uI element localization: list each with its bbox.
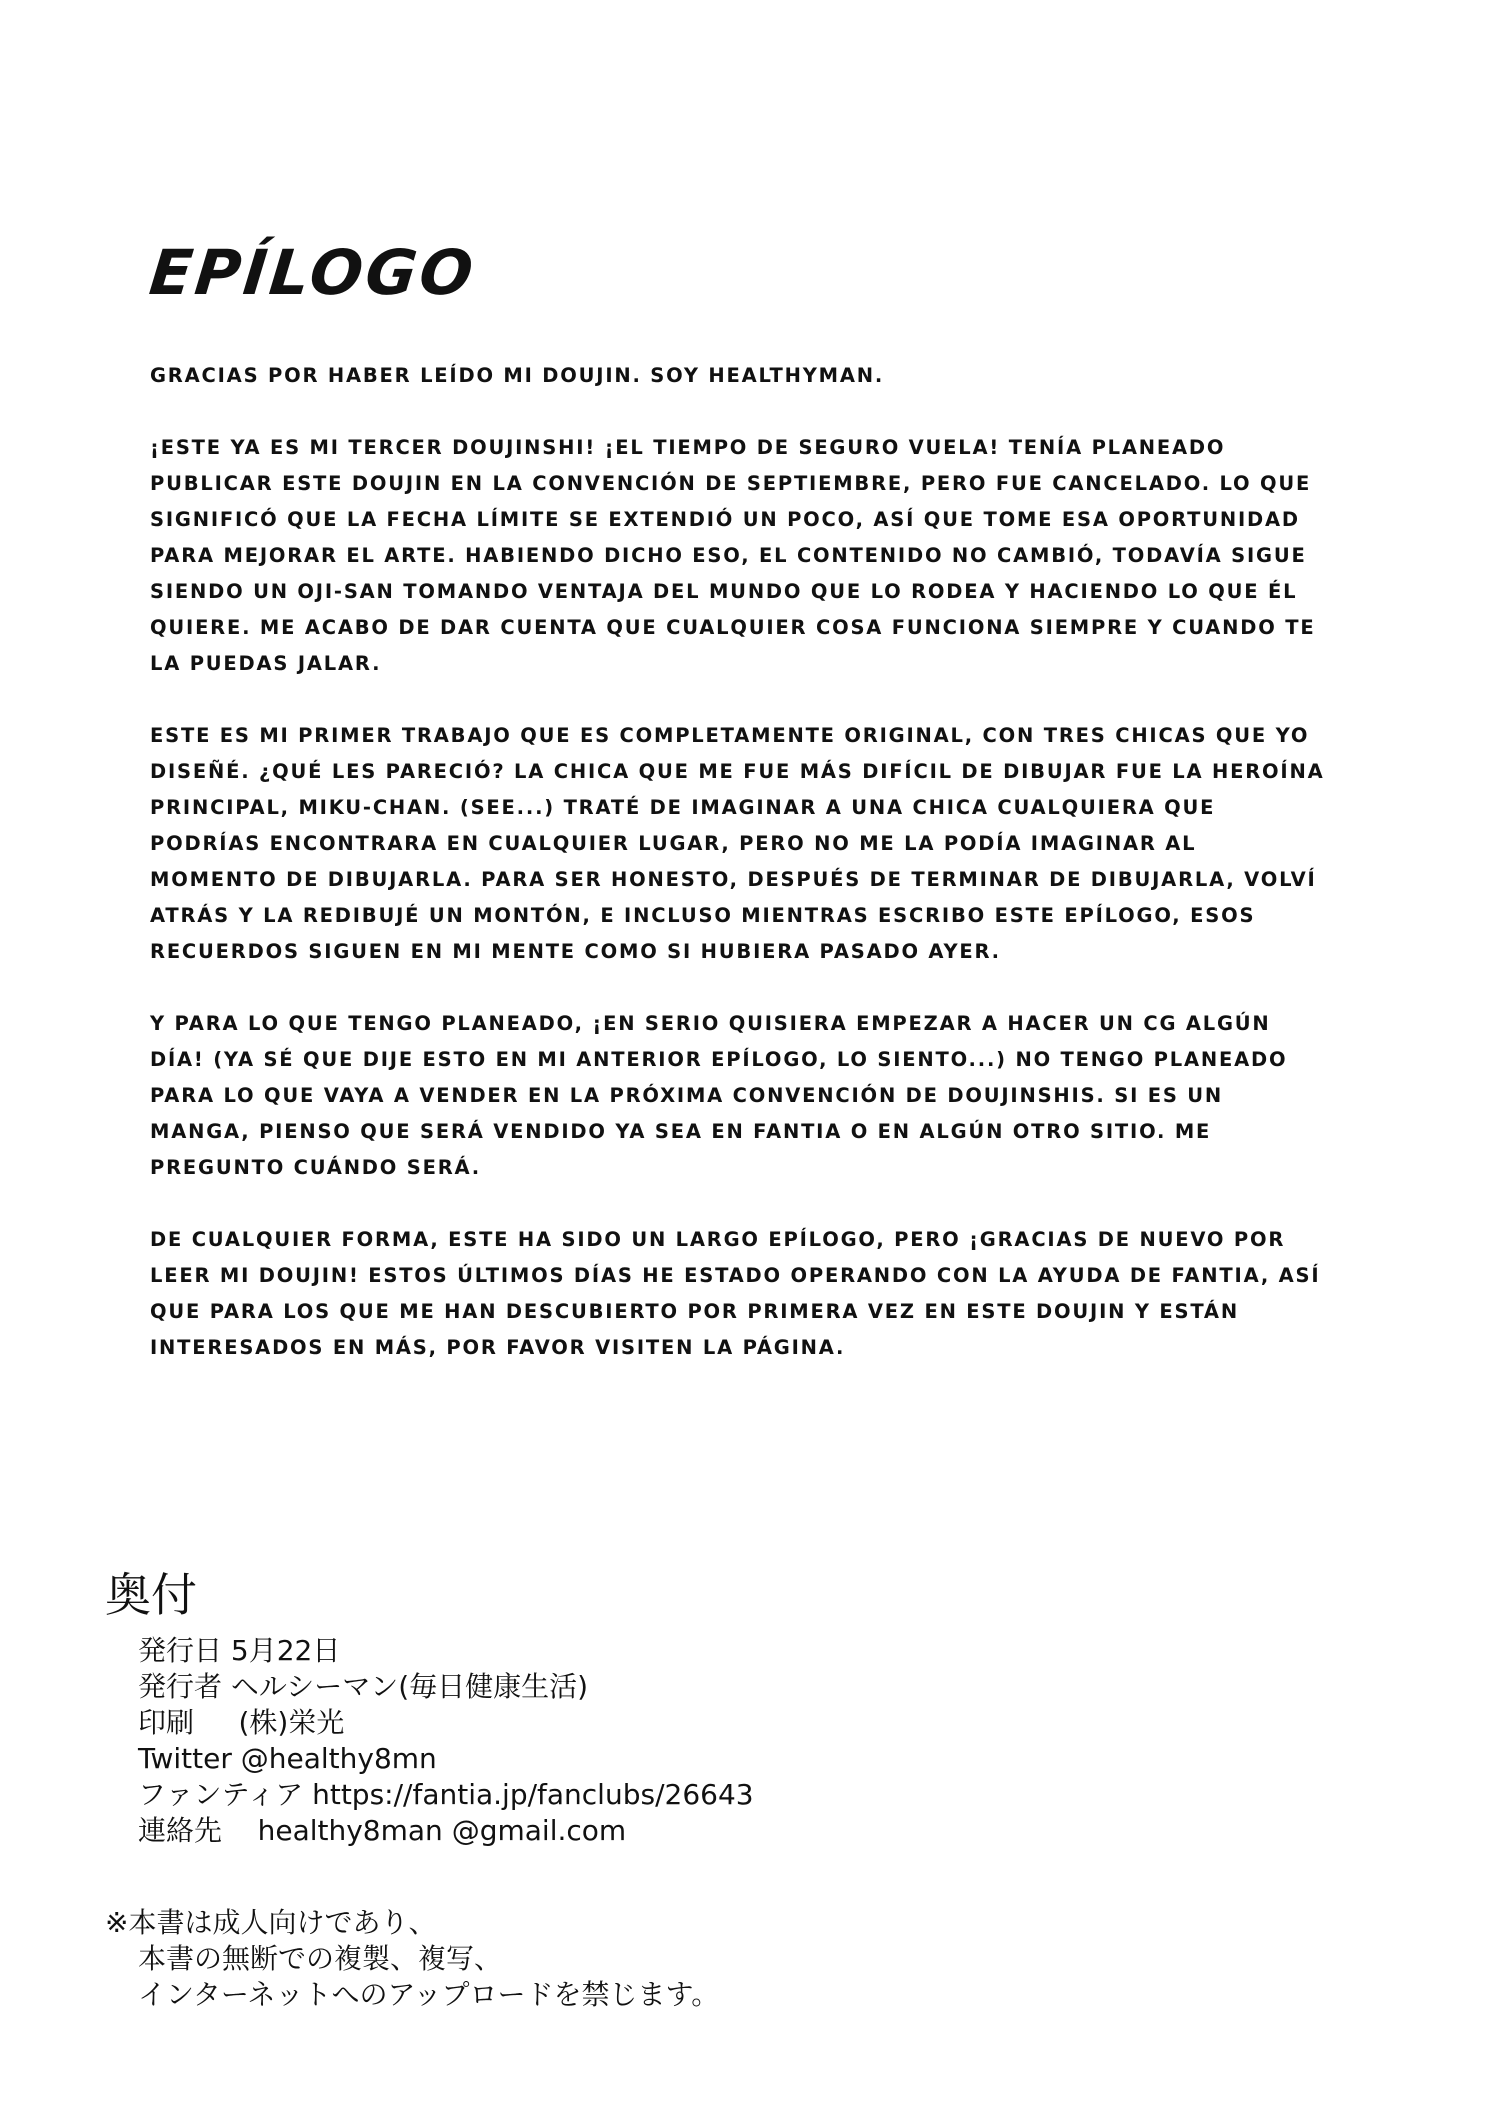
colophon-fantia: ファンティア https://fantia.jp/fanclubs/26643 xyxy=(138,1778,754,1811)
colophon-publish-date: 発行日 5月22日 xyxy=(138,1634,341,1667)
colophon-heading: 奥付 xyxy=(105,1568,197,1622)
colophon-printer: 印刷 (株)栄光 xyxy=(138,1706,345,1739)
notice-line: ※本書は成人向けであり、 xyxy=(105,1906,437,1939)
epilogue-paragraph: ¡ESTE YA ES MI TERCER DOUJINSHI! ¡EL TIEMPO DE SEGURO VUELA! TENÍA PLANEADO PUBLICAR ESTE DOUJIN EN LA CONVENCIÓN DE SEPTIEMBRE, PERO FUE CANCELADO. LO QUE SIGNIFICÓ QUE LA FECHA LÍMITE SE EXTENDIÓ UN POCO, ASÍ QUE TOME ESA OPORTUNIDAD PARA MEJORAR EL ARTE. HABIENDO DICHO ESO, EL CONTENIDO NO CAMBIÓ, TODAVÍA SIGUE SIENDO UN OJI-SAN TOMANDO VENTAJA DEL MUNDO QUE LO RODEA Y HACIENDO LO QUE ÉL QUIERE. ME ACABO DE DAR CUENTA QUE CUALQUIER COSA FUNCIONA SIEMPRE Y CUANDO TE LA PUEDAS JALAR. xyxy=(150,436,1316,675)
colophon-publisher: 発行者 ヘルシーマン(毎日健康生活) xyxy=(138,1670,589,1703)
epilogue-title: EPÍLOGO xyxy=(146,236,480,309)
epilogue-paragraph: ESTE ES MI PRIMER TRABAJO QUE ES COMPLETAMENTE ORIGINAL, CON TRES CHICAS QUE YO DISEÑÉ. ¿QUÉ LES PARECIÓ? LA CHICA QUE ME FUE MÁS DIFÍCIL DE DIBUJAR FUE LA HEROÍNA PRINCIPAL, MIKU-CHAN. (SEE...) TRATÉ DE IMAGINAR A UNA CHICA CUALQUIERA QUE PODRÍAS ENCONTRARA EN CUALQUIER LUGAR, PERO NO ME LA PODÍA IMAGINAR AL MOMENTO DE DIBUJARLA. PARA SER HONESTO, DESPUÉS DE TERMINAR DE DIBUJARLA, VOLVÍ ATRÁS Y LA REDIBUJÉ UN MONTÓN, E INCLUSO MIENTRAS ESCRIBO ESTE EPÍLOGO, ESOS RECUERDOS SIGUEN EN MI MENTE COMO SI HUBIERA PASADO AYER. xyxy=(150,724,1325,963)
colophon-list xyxy=(105,1633,754,1849)
epilogue-body xyxy=(150,358,1330,1402)
epilogue-paragraph: DE CUALQUIER FORMA, ESTE HA SIDO UN LARGO EPÍLOGO, PERO ¡GRACIAS DE NUEVO POR LEER MI DOUJIN! ESTOS ÚLTIMOS DÍAS HE ESTADO OPERANDO CON LA AYUDA DE FANTIA, ASÍ QUE PARA LOS QUE ME HAN DESCUBIERTO POR PRIMERA VEZ EN ESTE DOUJIN Y ESTÁN INTERESADOS EN MÁS, POR FAVOR VISITEN LA PÁGINA. xyxy=(150,1228,1321,1359)
epilogue-paragraph: Y PARA LO QUE TENGO PLANEADO, ¡EN SERIO QUISIERA EMPEZAR A HACER UN CG ALGÚN DÍA! (YA SÉ QUE DIJE ESTO EN MI ANTERIOR EPÍLOGO, LO SIENTO...) NO TENGO PLANEADO PARA LO QUE VAYA A VENDER EN LA PRÓXIMA CONVENCIÓN DE DOUJINSHIS. SI ES UN MANGA, PIENSO QUE SERÁ VENDIDO YA SEA EN FANTIA O EN ALGÚN OTRO SITIO. ME PREGUNTO CUÁNDO SERÁ. xyxy=(150,1012,1288,1179)
notice-line: 本書の無断での複製、複写、 xyxy=(138,1942,503,1975)
colophon-twitter: Twitter @healthy8mn xyxy=(138,1742,437,1775)
notice-line: インターネットへのアップロードを禁じます。 xyxy=(138,1978,720,2011)
colophon xyxy=(105,1565,754,1849)
adult-notice xyxy=(105,1905,719,2013)
epilogue-paragraph: GRACIAS POR HABER LEÍDO MI DOUJIN. SOY HEALTHYMAN. xyxy=(150,364,885,387)
colophon-contact: 連絡先 healthy8man @gmail.com xyxy=(138,1814,627,1847)
